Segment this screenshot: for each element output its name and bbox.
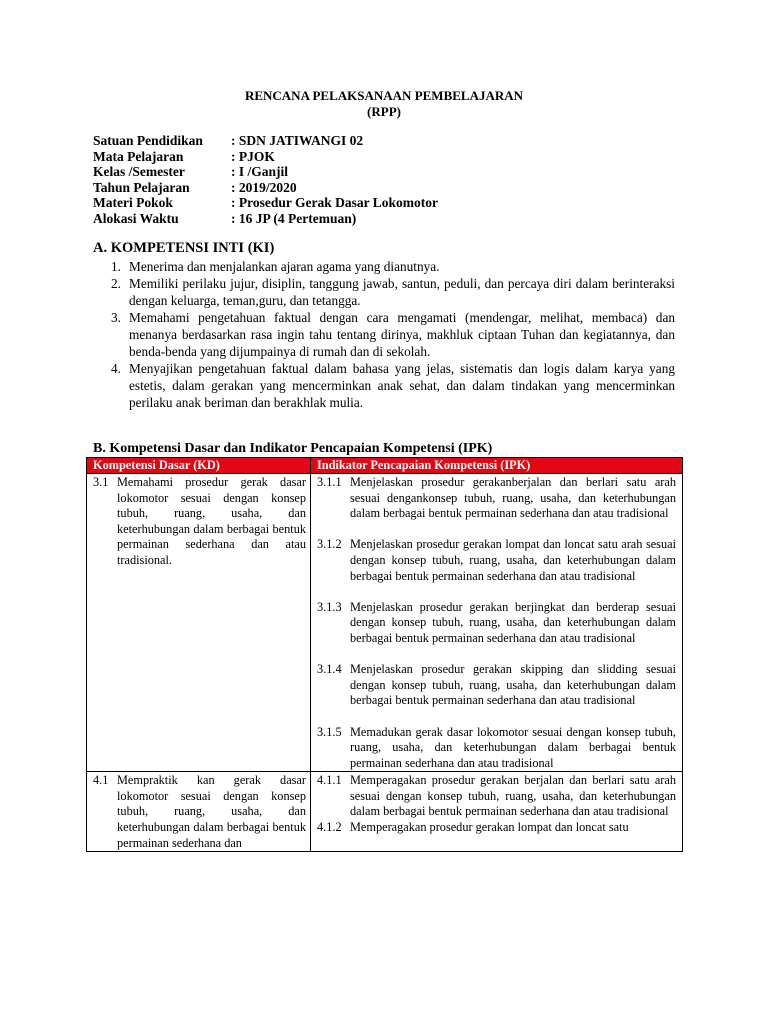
identity-value: : I /Ganjil [231,164,289,179]
column-header-kd: Kompetensi Dasar (KD) [87,458,311,474]
identity-row [93,211,438,227]
list-item [93,275,675,309]
list-item [93,360,675,411]
identity-label: Materi Pokok [93,195,173,210]
ipk-item [311,475,682,522]
ipk-number: 3.1.4 [317,662,342,677]
identity-value: : 2019/2020 [231,179,297,195]
identity-label: Kelas /Semester [93,164,185,179]
ipk-item [311,820,682,836]
section-a-heading: A. KOMPETENSI INTI (KI) [93,240,275,256]
ipk-text: Memperagakan prosedur gerakan lompat dan loncat satu [350,820,629,835]
identity-row [93,133,438,149]
identity-label: Tahun Pelajaran [93,179,190,195]
identity-value: : PJOK [231,148,275,164]
ipk-item [311,537,682,584]
ipk-item [311,662,682,709]
table-header-row [87,458,683,474]
list-text: Memahami pengetahuan faktual dengan cara mengamati (mendengar, melihat, membaca) dan menanya berdasarkan rasa ingin tahu tentang dirinya, makhluk ciptaan Tuhan dan kegiatannya, dan benda-benda yang dijumpainya di rumah dan di sekolah. [129,310,675,359]
list-number: 1. [111,259,121,274]
identity-row [93,195,438,211]
kd-cell [87,474,311,772]
identity-label: Alokasi Waktu [93,210,179,226]
kd-number: 4.1 [93,773,109,788]
kd-cell [87,772,311,852]
section-b-heading: B. Kompetensi Dasar dan Indikator Pencapaian Kompetensi (IPK) [93,441,493,456]
kd-text: Memahami prosedur gerak dasar lokomotor sesuai dengan konsep tubuh, ruang, usaha, dan keterhubungan dalam berbagai bentuk permainan sederhana dan atau tradisional. [117,475,306,567]
list-number: 2. [111,276,121,291]
identity-value: : Prosedur Gerak Dasar Lokomotor [231,195,438,210]
ipk-item [311,725,682,772]
ipk-item [311,773,682,820]
ipk-number: 3.1.1 [317,475,342,489]
kd-ipk-table [86,457,683,852]
identity-value: : SDN JATIWANGI 02 [231,133,364,148]
ipk-number: 3.1.2 [317,537,342,552]
identity-block [93,133,438,226]
ipk-text: Menjelaskan prosedur gerakanberjalan dan berlari satu arah sesuai dengankonsep tubuh, ruang, usaha, dan keterhubungan dalam berbagai bentuk permainan sederhana dan atau tradisional [350,475,676,521]
list-text: Menyajikan pengetahuan faktual dalam bahasa yang jelas, sistematis dan logis dalam karya yang estetis, dalam gerakan yang mencerminkan anak sehat, dan dalam tindakan yang mencerminkan perilaku anak beriman dan berakhlak mulia. [129,361,675,410]
ipk-text: Memadukan gerak dasar lokomotor sesuai dengan konsep tubuh, ruang, usaha, dan keterhubungan dalam berbagai bentuk permainan sederhana dan atau tradisional [350,724,676,770]
list-number: 3. [111,310,121,325]
kd-number: 3.1 [93,475,109,489]
ipk-item [311,600,682,647]
list-item [93,258,675,275]
identity-row [93,180,438,196]
ipk-text: Menjelaskan prosedur gerakan lompat dan loncat satu arah sesuai dengan konsep tubuh, ruang, usaha, dan keterhubungan dalam berbagai bentuk permainan sederhana dan atau tradisional [350,537,676,583]
list-text: Menerima dan menjalankan ajaran agama yang dianutnya. [129,259,440,274]
identity-value: : 16 JP (4 Pertemuan) [231,210,357,226]
ipk-text: Menjelaskan prosedur gerakan skipping dan slidding sesuai dengan konsep tubuh, ruang, usaha, dan keterhubungan dalam berbagai bentuk permainan sederhana dan atau tradisional [350,662,676,708]
document-subtitle: (RPP) [367,104,401,119]
list-number: 4. [111,361,121,376]
identity-label: Satuan Pendidikan [93,133,203,148]
column-header-ipk: Indikator Pencapaian Kompetensi (IPK) [311,458,683,474]
list-text: Memiliki perilaku jujur, disiplin, tanggung jawab, santun, peduli, dan percaya diri dalam berinteraksi dengan keluarga, teman,guru, dan tetangga. [129,276,675,308]
ipk-number: 4.1.2 [317,820,342,835]
identity-label: Mata Pelajaran [93,148,184,164]
list-item [93,309,675,360]
ki-list [93,258,675,411]
ipk-text: Memperagakan prosedur gerakan berjalan dan berlari satu arah sesuai dengan konsep tubuh, ruang, usaha, dan keterhubungan dalam berbagai bentuk permainan sederhana dan atau tradisional [350,773,676,819]
ipk-text: Menjelaskan prosedur gerakan berjingkat dan berderap sesuai dengan konsep tubuh, ruang, usaha, dan keterhubungan dalam berbagai bentuk permainan sederhana dan atau tradisional [350,599,676,645]
table-row [87,474,683,772]
table-row [87,772,683,852]
ipk-number: 3.1.3 [317,599,342,614]
ipk-number: 4.1.1 [317,773,342,788]
ipk-cell [311,772,683,852]
document-title: RENCANA PELAKSANAAN PEMBELAJARAN [244,88,524,103]
ipk-number: 3.1.5 [317,724,342,739]
ipk-cell [311,474,683,772]
identity-row [93,164,438,180]
identity-row [93,149,438,165]
kd-text: Mempraktik kan gerak dasar lokomotor sesuai dengan konsep tubuh, ruang, usaha, dan keterhubungan dalam berbagai bentuk permainan sederhana dan [117,773,306,850]
